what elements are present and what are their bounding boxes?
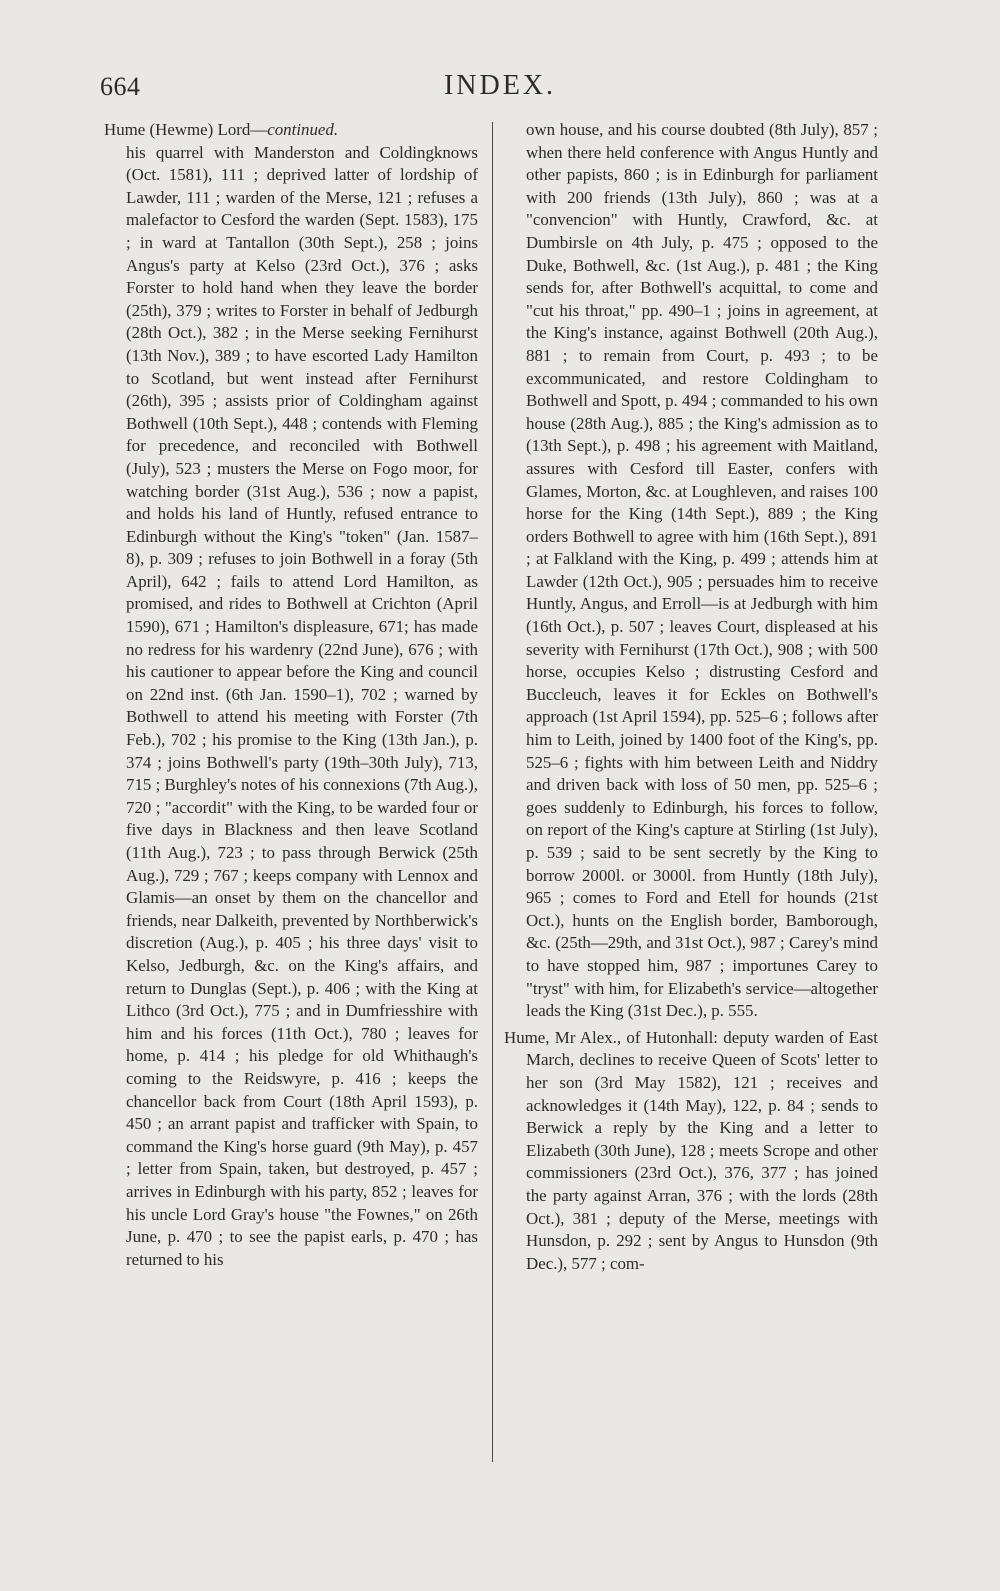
right-column [504,119,878,1279]
left-column [104,119,478,1271]
index-entry: Hume, Mr Alex., of Hutonhall: deputy warden of East March, declines to receive Queen of Scots' letter to her son (3rd May 1582), 121 ; receives and acknowledges it (14th May), 122, p. 84 ; sends to Berwick a reply by the King and a letter to Elizabeth (30th June), 128 ; meets Scrope and other commissioners (23rd Oct.), 376, 377 ; has joined the party against Arran, 376 ; with the lords (28th Oct.), 381 ; deputy of the Merse, meetings with Hunsdon, p. 292 ; sent by Angus to Hunsdon (9th Dec.), 577 ; com- [504,1027,878,1273]
page-number: 664 [100,72,141,101]
entry-name: Hume (Hewme) Lord— [104,120,268,139]
entry-heading [104,119,478,142]
entry-continuation: own house, and his course doubted (8th July), 857 ; when there held conference with Angus Huntly and other papists, 860 ; is in Edinburgh for parliament with 200 friends (13th July), 860 ; was at a "convencion" with Huntly, Crawford, &c. at Dumbirsle on 4th July, p. 475 ; opposed to the Duke, Bothwell, &c. (1st Aug.), p. 481 ; the King sends for, after Bothwell's acquittal, to come and "cut his throat," pp. 490–1 ; joins in agreement, at the King's instance, against Bothwell (20th Aug.), 881 ; to remain from Court, p. 493 ; to be excommunicated, and restore Coldingham to Bothwell and Spott, p. 494 ; commanded to his own house (28th Aug.), 885 ; the King's admission as to (13th Sept.), p. 498 ; his agreement with Maitland, assures with Cesford till Easter, confers with Glames, Morton, &c. at Loughleven, and raises 100 horse for the King (14th Sept.), 889 ; the King orders Bothwell to agree with him (16th Sept.), 891 ; at Falkland with the King, p. 499 ; attends him at Lawder (12th Oct.), 905 ; persuades him to receive Huntly, Angus, and Erroll—is at Jedburgh with him (16th Oct.), p. 507 ; leaves Court, displeased at his severity with Fernihurst (17th Oct.), 908 ; with 500 horse, occupies Kelso ; distrusting Cesford and Buccleuch, leaves it for Eckles on Bothwell's approach (1st April 1594), pp. 525–6 ; follows after him to Leith, joined by 1400 foot of the King's, pp. 525–6 ; fights with him between Leith and Niddry and driven back with loss of 50 men, pp. 525–6 ; goes suddenly to Edinburgh, his forces to follow, on report of the King's capture at Stirling (1st July), p. 539 ; said to be sent secretly by the King to borrow 2000l. or 3000l. from Huntly (18th July), 965 ; comes to Ford and Etell for hounds (21st Oct.), hunts on the English border, Bamborough, &c. (25th—29th, and 31st Oct.), 987 ; Carey's mind to have stopped him, 987 ; importunes Carey to "tryst" with him, for Elizabeth's service—altogether leads the King (31st Dec.), p. 555. [526,120,878,1021]
running-title: INDEX. [443,70,557,101]
column-divider [492,122,493,1462]
entry-body: his quarrel with Manderston and Coldingknows (Oct. 1581), 111 ; deprived latter of lordship of Lawder, 111 ; warden of the Merse, 121 ; refuses a malefactor to Cesford the warden (Sept. 1583), 175 ; in ward at Tantallon (30th Sept.), 258 ; joins Angus's party at Kelso (23rd Oct.), 376 ; asks Forster to hold hand when they leave the border (25th), 379 ; writes to Forster in behalf of Jedburgh (28th Oct.), 382 ; in the Merse seeking Fernihurst (13th Nov.), 389 ; to have escorted Lady Hamilton to Scotland, but went instead after Fernihurst (26th), 395 ; assists prior of Coldingham against Bothwell (10th Sept.), 448 ; contends with Fleming for precedence, and reconciled with Bothwell (July), 523 ; musters the Merse on Fogo moor, for watching border (31st Aug.), 536 ; now a papist, and holds his land of Huntly, refused entrance to Edinburgh without the King's "token" (Jan. 1587–8), p. 309 ; refuses to join Bothwell in a foray (5th April), 642 ; fails to attend Lord Hamilton, as promised, and rides to Bothwell at Crichton (April 1590), 671 ; Hamilton's displeasure, 671; has made no redress for his wardenry (22nd June), 676 ; with his cautioner to appear before the King and council on 22nd inst. (6th Jan. 1590–1), 702 ; warned by Bothwell to attend his meeting with Forster (7th Feb.), 702 ; his promise to the King (13th Jan.), p. 374 ; joins Bothwell's party (19th–30th July), 713, 715 ; Burghley's notes of his connexions (7th Aug.), 720 ; "accordit" with the King, to be warded four or five days in Blackness and then leave Scotland (11th Aug.), 723 ; to pass through Berwick (25th Aug.), 729 ; 767 ; keeps company with Lennox and Glamis—an onset by them on the chancellor and friends, near Dalkeith, prevented by Northberwick's discretion (Aug.), p. 405 ; his three days' visit to Kelso, Jedburgh, &c. on the King's affairs, and return to Dunglas (Sept.), p. 406 ; with the King at Lithco (3rd Oct.), 775 ; and in Dumfriesshire with him and his forces (11th Oct.), 780 ; leaves for home, p. 414 ; his pledge for old Whithaugh's coming to the Reidswyre, p. 416 ; keeps the chancellor back from Court (18th April 1593), p. 450 ; an arrant papist and trafficker with Spain, to command the King's horse guard (9th May), p. 457 ; letter from Spain, taken, but destroyed, p. 457 ; arrives in Edinburgh with his party, 852 ; leaves for his uncle Lord Gray's house "the Fownes," on 26th June, p. 470 ; to see the papist earls, p. 470 ; has returned to his [126,142,478,1269]
entry-continued-label: continued. [267,120,339,139]
